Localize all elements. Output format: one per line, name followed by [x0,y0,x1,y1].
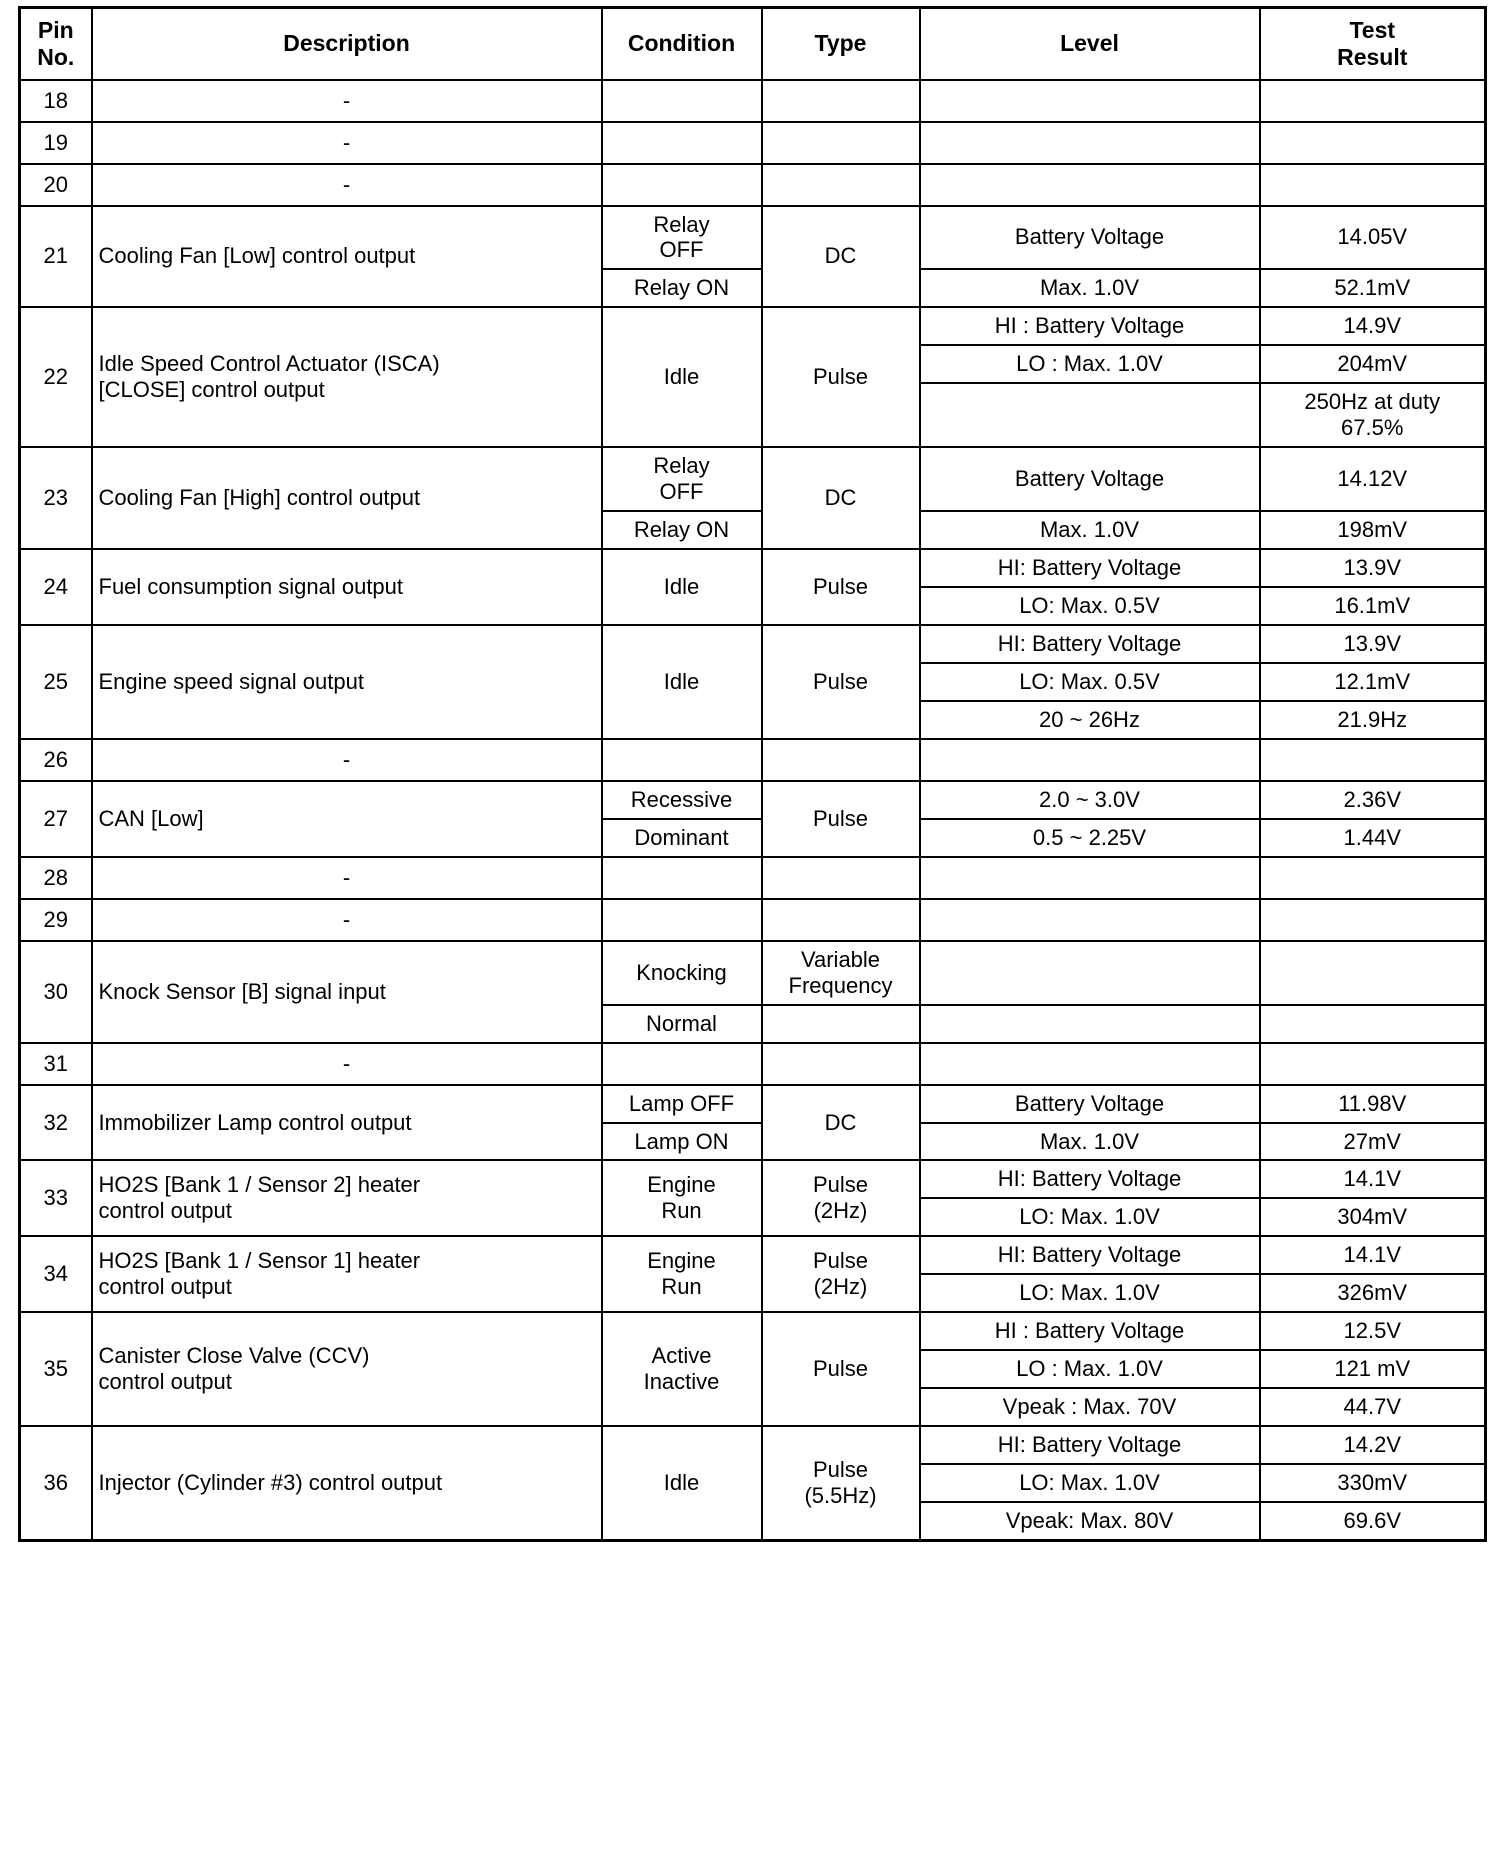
pin-condition-line2: OFF [659,479,704,505]
pin-condition [602,1236,762,1312]
pin-level: Battery Voltage [920,447,1260,511]
header-test-result [1260,8,1486,80]
pin-level: LO: Max. 1.0V [920,1198,1260,1236]
pin-level: 2.0 ~ 3.0V [920,781,1260,819]
pin-condition: Knocking [602,941,762,1005]
pin-level: 0.5 ~ 2.25V [920,819,1260,857]
pin-condition [602,899,762,941]
pin-number: 21 [20,206,92,308]
pin-type [762,941,920,1005]
pin-description [92,1312,602,1426]
pin-level: Vpeak: Max. 80V [920,1502,1260,1540]
table-row [20,857,1486,899]
pin-type [762,739,920,781]
pin-description: - [92,1043,602,1085]
pin-level [920,1043,1260,1085]
pin-test-result [1260,857,1486,899]
header-test-result-line1: Test [1349,16,1396,43]
pin-number: 35 [20,1312,92,1426]
pin-test-result: 14.1V [1260,1160,1486,1198]
pin-level: Max. 1.0V [920,269,1260,307]
pin-number: 20 [20,164,92,206]
pin-test-result: 326mV [1260,1274,1486,1312]
pin-level [920,941,1260,1005]
pin-level: LO : Max. 1.0V [920,1350,1260,1388]
header-level: Level [920,8,1260,80]
pin-condition [602,1160,762,1236]
pin-description-line2: control output [98,1274,232,1300]
table-row [20,625,1486,663]
pin-number: 31 [20,1043,92,1085]
pin-level: HI: Battery Voltage [920,1236,1260,1274]
pin-description: - [92,857,602,899]
pin-type [762,1160,920,1236]
table-header-row [20,8,1486,80]
pin-condition: Lamp ON [602,1123,762,1161]
pin-number: 18 [20,80,92,122]
pin-type [762,899,920,941]
pin-description-line1: Canister Close Valve (CCV) [98,1343,370,1369]
pin-description: Knock Sensor [B] signal input [92,941,602,1043]
pin-type: DC [762,447,920,549]
pin-type [762,857,920,899]
pin-type: Pulse [762,549,920,625]
pin-description-line2: control output [98,1369,232,1395]
pin-condition [602,206,762,270]
pin-description: Fuel consumption signal output [92,549,602,625]
pin-type: Pulse [762,307,920,447]
pin-number: 29 [20,899,92,941]
pin-number: 36 [20,1426,92,1540]
header-description: Description [92,8,602,80]
pin-condition [602,857,762,899]
pin-level [920,122,1260,164]
pin-test-result: 12.5V [1260,1312,1486,1350]
pin-level: HI : Battery Voltage [920,1312,1260,1350]
pin-description [92,1160,602,1236]
pin-test-result [1260,1005,1486,1043]
pin-type [762,164,920,206]
pin-type-line2: Frequency [788,972,893,998]
pin-condition-line1: Engine [647,1248,716,1274]
pin-condition-line2: Run [661,1198,702,1224]
table-row [20,549,1486,587]
pin-condition: Recessive [602,781,762,819]
ecm-pin-test-table [18,6,1487,1542]
pin-condition-line2: OFF [659,237,704,263]
pin-test-result: 304mV [1260,1198,1486,1236]
pin-description [92,1236,602,1312]
pin-description-line1: Idle Speed Control Actuator (ISCA) [98,351,440,377]
pin-description: Cooling Fan [High] control output [92,447,602,549]
pin-level [920,899,1260,941]
pin-condition: Lamp OFF [602,1085,762,1123]
pin-level: Battery Voltage [920,1085,1260,1123]
pin-test-result: 13.9V [1260,625,1486,663]
pin-type-line2: (5.5Hz) [804,1483,877,1509]
pin-type [762,1236,920,1312]
table-row [20,122,1486,164]
pin-description: Cooling Fan [Low] control output [92,206,602,308]
table-row [20,206,1486,270]
pin-condition [602,164,762,206]
pin-test-result: 204mV [1260,345,1486,383]
pin-condition: Normal [602,1005,762,1043]
pin-type-line1: Pulse [812,1172,869,1198]
pin-test-result [1260,739,1486,781]
pin-condition-line1: Engine [647,1172,716,1198]
pin-description [92,307,602,447]
pin-condition-line2: Inactive [643,1369,720,1395]
pin-test-result: 21.9Hz [1260,701,1486,739]
pin-condition [602,122,762,164]
pin-condition [602,1312,762,1426]
pin-number: 25 [20,625,92,739]
pin-test-result: 14.12V [1260,447,1486,511]
table-row [20,1236,1486,1274]
pin-level: Max. 1.0V [920,1123,1260,1161]
pin-type-line1: Pulse [812,1248,869,1274]
pin-test-result [1260,941,1486,1005]
table-row [20,80,1486,122]
pin-level: 20 ~ 26Hz [920,701,1260,739]
pin-test-result: 1.44V [1260,819,1486,857]
header-condition: Condition [602,8,762,80]
pin-number: 34 [20,1236,92,1312]
table-row [20,941,1486,1005]
pin-level [920,1005,1260,1043]
table-row [20,1043,1486,1085]
table-row [20,781,1486,819]
pin-condition [602,1043,762,1085]
pin-level: LO : Max. 1.0V [920,345,1260,383]
pin-number: 30 [20,941,92,1043]
pin-level: LO: Max. 0.5V [920,587,1260,625]
pin-test-result: 2.36V [1260,781,1486,819]
pin-description: CAN [Low] [92,781,602,857]
pin-type [762,122,920,164]
pin-test-result: 14.05V [1260,206,1486,270]
pin-description-line1: HO2S [Bank 1 / Sensor 1] heater [98,1248,421,1274]
pin-condition [602,447,762,511]
pin-number: 28 [20,857,92,899]
table-row [20,1312,1486,1350]
pin-test-result [1260,164,1486,206]
pin-type-line1: Pulse [812,1457,869,1483]
pin-level [920,383,1260,447]
pin-test-result: 198mV [1260,511,1486,549]
header-pin-no-line1: Pin [37,16,74,43]
table-row [20,899,1486,941]
pin-description: Engine speed signal output [92,625,602,739]
pin-condition: Idle [602,549,762,625]
pin-level: Battery Voltage [920,206,1260,270]
table-row [20,447,1486,511]
pin-type-line2: (2Hz) [813,1198,868,1224]
pin-number: 33 [20,1160,92,1236]
pin-type: DC [762,1085,920,1161]
pin-test-result-line1: 250Hz at duty [1304,389,1441,415]
pin-description: - [92,899,602,941]
pin-condition [602,80,762,122]
pin-test-result: 16.1mV [1260,587,1486,625]
pin-level [920,80,1260,122]
pin-test-result [1260,899,1486,941]
pin-test-result [1260,383,1486,447]
pin-description: - [92,80,602,122]
pin-condition: Idle [602,307,762,447]
pin-type: Pulse [762,781,920,857]
pin-level: Max. 1.0V [920,511,1260,549]
header-test-result-line2: Result [1337,43,1408,70]
pin-condition: Relay ON [602,511,762,549]
pin-type-line2: (2Hz) [813,1274,868,1300]
pin-description: - [92,739,602,781]
pin-number: 32 [20,1085,92,1161]
table-row [20,1160,1486,1198]
pin-level: HI: Battery Voltage [920,549,1260,587]
pin-test-result: 27mV [1260,1123,1486,1161]
pin-number: 27 [20,781,92,857]
pin-condition: Relay ON [602,269,762,307]
pin-test-result [1260,1043,1486,1085]
table-row [20,1426,1486,1464]
pin-description-line1: HO2S [Bank 1 / Sensor 2] heater [98,1172,421,1198]
pin-description-line2: control output [98,1198,232,1224]
pin-level: LO: Max. 1.0V [920,1274,1260,1312]
pin-test-result: 14.2V [1260,1426,1486,1464]
pin-test-result-line2: 67.5% [1341,415,1404,441]
pin-test-result: 13.9V [1260,549,1486,587]
pin-level [920,857,1260,899]
pin-type-line1: Variable [800,946,881,972]
pin-number: 23 [20,447,92,549]
pin-level [920,739,1260,781]
pin-test-result: 44.7V [1260,1388,1486,1426]
pin-description: Injector (Cylinder #3) control output [92,1426,602,1540]
pin-number: 26 [20,739,92,781]
pin-test-result: 14.9V [1260,307,1486,345]
pin-type: Pulse [762,1312,920,1426]
pin-type [762,80,920,122]
pin-type [762,1043,920,1085]
pin-condition: Dominant [602,819,762,857]
pin-number: 19 [20,122,92,164]
pin-condition-line1: Relay [653,453,710,479]
pin-level: LO: Max. 1.0V [920,1464,1260,1502]
pin-description-line2: [CLOSE] control output [98,377,325,403]
pin-level: HI: Battery Voltage [920,1160,1260,1198]
header-pin-no [20,8,92,80]
pin-test-result: 330mV [1260,1464,1486,1502]
pin-number: 22 [20,307,92,447]
pin-condition-line2: Run [661,1274,702,1300]
header-type: Type [762,8,920,80]
pin-type: Pulse [762,625,920,739]
pin-condition: Idle [602,1426,762,1540]
table-row [20,164,1486,206]
table-row [20,307,1486,345]
pin-condition-line1: Active [651,1343,712,1369]
pin-level: Vpeak : Max. 70V [920,1388,1260,1426]
pin-condition: Idle [602,625,762,739]
pin-level: HI : Battery Voltage [920,307,1260,345]
pin-description: Immobilizer Lamp control output [92,1085,602,1161]
table-row [20,739,1486,781]
pin-test-result: 12.1mV [1260,663,1486,701]
pin-level [920,164,1260,206]
pin-test-result [1260,80,1486,122]
header-pin-no-line2: No. [37,43,75,70]
pin-type [762,1005,920,1043]
pin-test-result [1260,122,1486,164]
pin-test-result: 11.98V [1260,1085,1486,1123]
pin-condition [602,739,762,781]
pin-test-result: 52.1mV [1260,269,1486,307]
pin-condition-line1: Relay [653,211,710,237]
pin-test-result: 14.1V [1260,1236,1486,1274]
pin-level: LO: Max. 0.5V [920,663,1260,701]
pin-test-result: 69.6V [1260,1502,1486,1540]
pin-level: HI: Battery Voltage [920,625,1260,663]
pin-description: - [92,122,602,164]
pin-type: DC [762,206,920,308]
table-row [20,1085,1486,1123]
pin-test-result: 121 mV [1260,1350,1486,1388]
pin-level: HI: Battery Voltage [920,1426,1260,1464]
pin-type [762,1426,920,1540]
pin-description: - [92,164,602,206]
pin-number: 24 [20,549,92,625]
